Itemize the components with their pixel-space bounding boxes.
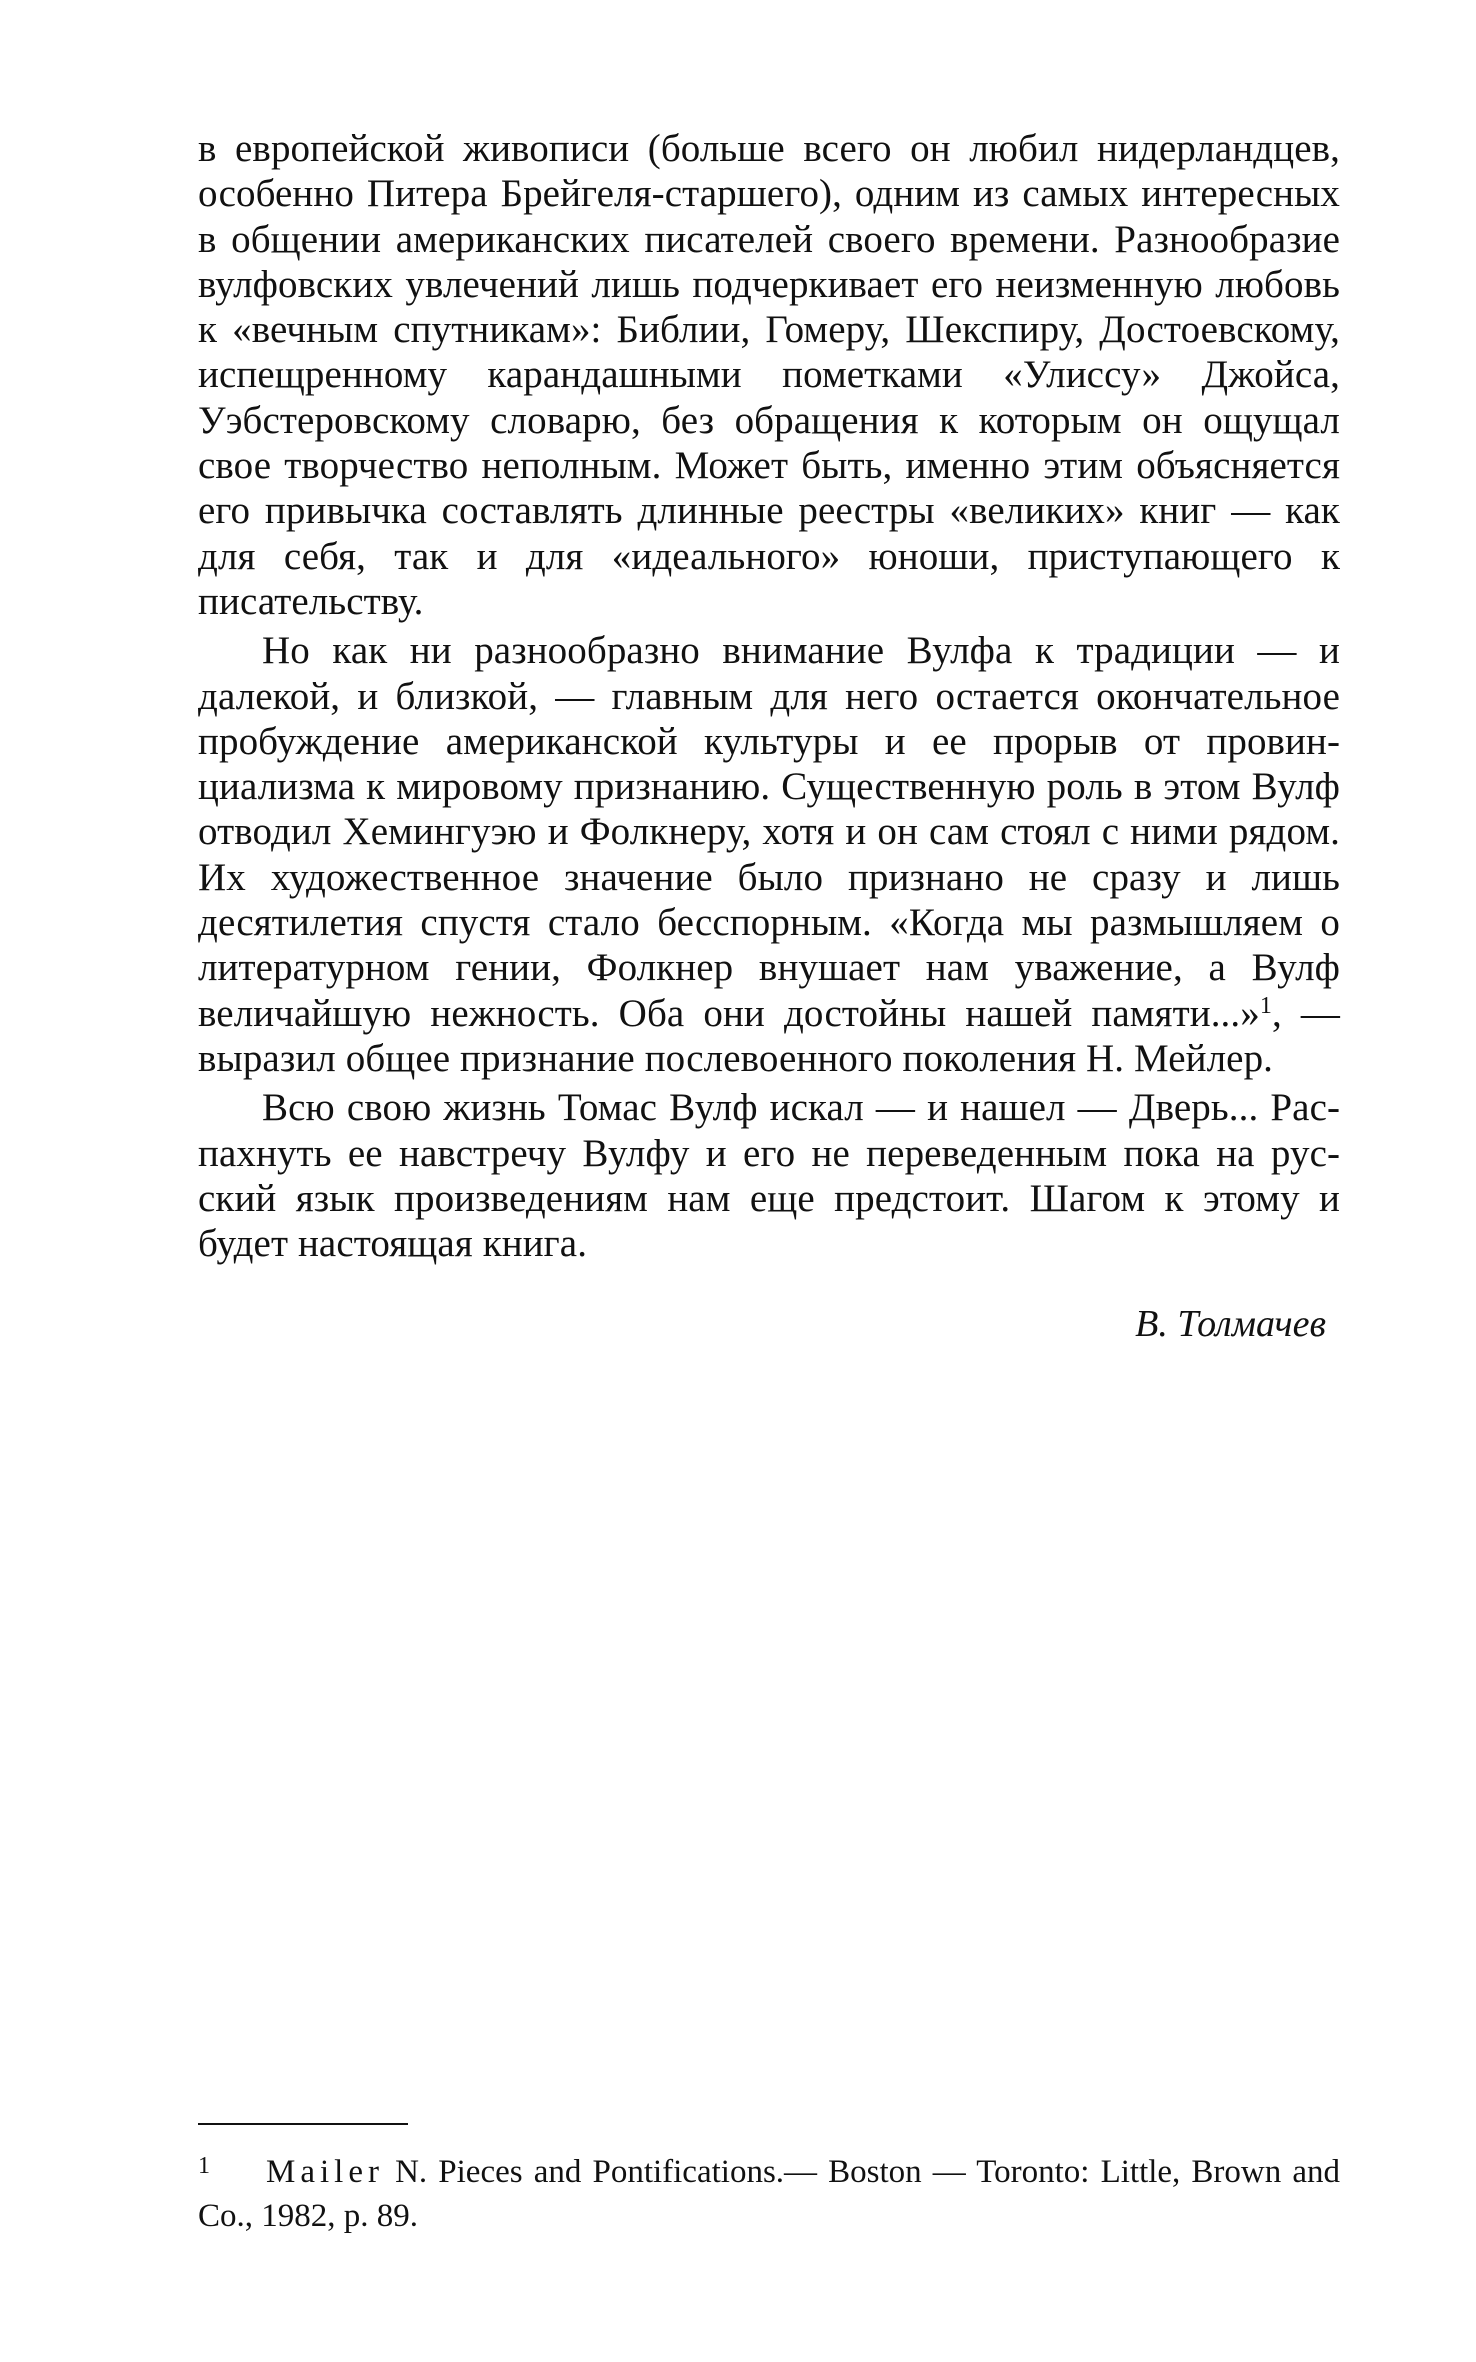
footnote-number: 1 bbox=[198, 2153, 210, 2179]
footnote-divider bbox=[198, 2123, 408, 2125]
paragraph-2-main: Но как ни разнообразно внимание Вулфа к традиции — и далекой, и близкой, — главным для него остается окончательное пробуждение американской культуры и ее прорыв от провинциализма к мировому признанию. Существенную роль в этом Вулф отводил Хемингуэю и Фолкнеру, хотя и он сам стоял с ними рядом. Их художественное значение было признано не сразу и лишь десятилетия спустя стало бесспорным. «Когда мы размышляем о литературном гении, Фолкнер внушает нам уважение, а Вулф величайшую нежность. Оба они достойны нашей памяти...» bbox=[198, 629, 1340, 1035]
paragraph-1: в европейской живописи (больше всего он любил нидерландцев, особенно Питера Брейгеля-старшего), одним из самых интересных в общении американских писателей своего времени. Разнообразие вулфовских увлечений лишь подчеркивает его неизменную любовь к «вечным спутникам»: Библии, Гомеру, Шекспиру, Достоевскому, испещренному карандашными пометками «Улиссу» Джойса, Уэбстеровскому словарю, без обращения к которым он ощущал свое творчество неполным. Может быть, именно этим объясняется его привычка составлять длинные реестры «великих» книг — как для себя, так и для «идеального» юноши, приступающего к писательству. bbox=[198, 127, 1340, 623]
footnote-author: Mailer bbox=[266, 2154, 384, 2190]
page-body bbox=[198, 126, 1340, 1347]
paragraph-3: Всю свою жизнь Томас Вулф искал — и нашел — Дверь... Распахнуть ее навстречу Вулфу и его не переведенным пока на русский язык произведениям нам еще предстоит. Шагом к этому и будет настоящая книга. bbox=[198, 1086, 1340, 1266]
paragraph-2-tail: , — выразил общее признание послевоенного поколения Н. Мейлер. bbox=[198, 991, 1340, 1080]
footnote-reference[interactable]: 1 bbox=[1259, 992, 1272, 1019]
author-signature: В. Толмачев bbox=[1135, 1303, 1326, 1346]
paragraph-2 bbox=[198, 628, 1340, 1081]
footnote-text: N. Pieces and Pontifications.— Boston — Toronto: Little, Brown and Co., 1982, p. 89. bbox=[198, 2154, 1341, 2234]
footnote bbox=[198, 2150, 1340, 2238]
